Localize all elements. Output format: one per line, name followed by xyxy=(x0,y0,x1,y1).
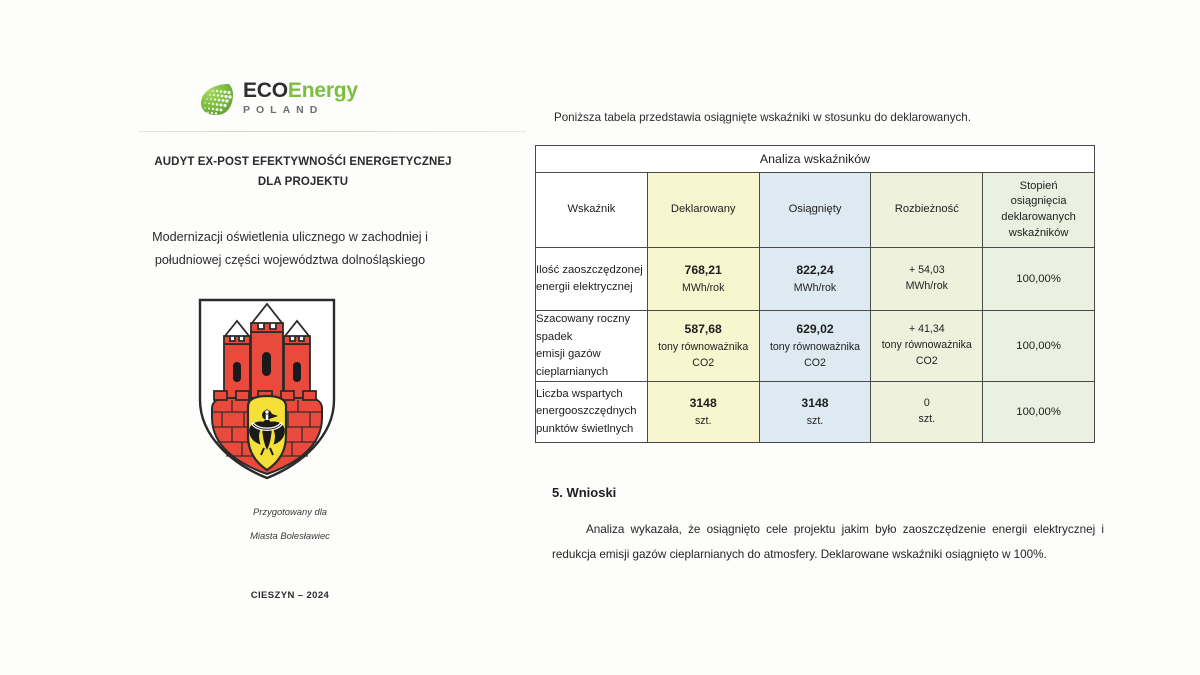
indicators-table xyxy=(535,145,1095,443)
row-3-indicator-name xyxy=(536,382,648,443)
row-1-difference xyxy=(871,248,983,311)
column-header-rozbieznosc: Rozbieżność xyxy=(871,173,983,248)
row-2-indicator-name xyxy=(536,311,648,382)
row-2-achieved-value: 629,02 xyxy=(796,321,834,336)
header-divider xyxy=(138,131,526,132)
row-2-declared-value: 587,68 xyxy=(684,321,722,336)
row-3-degree: 100,00% xyxy=(983,382,1095,443)
row-2-difference xyxy=(871,311,983,382)
row-2-name-line-2: emisji gazów xyxy=(536,348,601,360)
row-2-declared-unit-line-1: tony równoważnika xyxy=(658,341,749,354)
row-2-declared xyxy=(647,311,759,382)
row-1-name-line-1: Ilość zaoszczędzonej xyxy=(536,263,643,276)
row-1-declared xyxy=(647,248,759,311)
intro-paragraph: Poniższa tabela przedstawia osiągnięte wskaźniki w stosunku do deklarowanych. xyxy=(554,111,971,124)
row-3-name-line-2: energooszczędnych xyxy=(536,405,637,418)
row-3-name-line-1: Liczba wspartych xyxy=(536,387,623,400)
row-1-declared-value: 768,21 xyxy=(684,262,722,277)
document-subtitle-line-2: południowej części województwa dolnośląskiego xyxy=(154,253,426,268)
column-header-stopien-line-2: osiągnięcia xyxy=(1010,195,1067,208)
document-title-line-1: AUDYT EX-POST EFEKTYWNOŚĆI ENERGETYCZNEJ xyxy=(154,156,452,168)
table-row xyxy=(536,248,1095,311)
row-2-name-line-1: Szacowany roczny spadek xyxy=(536,313,631,343)
row-3-name-line-3: punktów świetlnych xyxy=(536,422,634,435)
row-1-name-line-2: energii elektrycznej xyxy=(536,281,633,293)
table-caption: Analiza wskaźników xyxy=(536,146,1095,173)
logo-poland-text: POLAND xyxy=(243,104,324,117)
row-1-declared-unit: MWh/rok xyxy=(682,282,725,295)
table-row xyxy=(536,382,1095,443)
column-header-stopien xyxy=(983,173,1095,248)
logo-energy-text: Energy xyxy=(287,79,358,103)
column-header-stopien-line-4: wskaźników xyxy=(1008,226,1069,239)
prepared-for-block xyxy=(140,500,440,547)
column-header-stopien-line-3: deklarowanych xyxy=(1001,211,1076,223)
column-header-osiagniety: Osiągnięty xyxy=(759,173,871,248)
document-title-line-2: DLA PROJEKTU xyxy=(257,176,349,189)
row-3-declared xyxy=(647,382,759,443)
city-year-footer: CIESZYN – 2024 xyxy=(250,590,330,601)
row-1-indicator-name xyxy=(536,248,648,311)
row-2-declared-unit-line-2: CO2 xyxy=(692,357,715,370)
prepared-for-entity: Miasta Bolesławiec xyxy=(250,529,330,541)
row-2-difference-unit-line-1: tony równoważnika xyxy=(881,339,972,352)
document-title xyxy=(138,152,468,192)
prepared-for-label: Przygotowany dla xyxy=(253,506,327,517)
row-3-achieved-unit: szt. xyxy=(806,415,824,428)
row-3-difference-unit: szt. xyxy=(918,413,936,425)
table-row xyxy=(536,311,1095,382)
row-3-declared-value: 3148 xyxy=(689,395,717,410)
row-2-difference-unit-line-2: CO2 xyxy=(915,354,938,367)
row-2-difference-value: + 41,34 xyxy=(908,323,945,336)
boleslawiec-coat-of-arms xyxy=(192,296,342,482)
row-2-achieved xyxy=(759,311,871,382)
row-2-achieved-unit-line-1: tony równoważnika xyxy=(769,341,861,354)
row-3-difference xyxy=(871,382,983,443)
document-subtitle-line-1: Modernizacji oświetlenia ulicznego w zachodniej i xyxy=(152,230,428,244)
row-1-degree: 100,00% xyxy=(983,248,1095,311)
row-2-achieved-unit-line-2: CO2 xyxy=(804,357,826,370)
column-header-wskaznik: Wskaźnik xyxy=(536,173,648,248)
cover-panel xyxy=(0,0,520,675)
row-1-difference-value: + 54,03 xyxy=(908,264,945,277)
row-2-name-line-3: cieplarnianych xyxy=(536,365,609,378)
green-leaf-halftone-icon xyxy=(196,78,236,118)
row-2-degree: 100,00% xyxy=(983,311,1095,382)
ecoenergy-poland-logo xyxy=(196,78,358,118)
table-header-row xyxy=(536,173,1095,248)
row-3-difference-value: 0 xyxy=(923,397,930,410)
document-subtitle xyxy=(130,226,450,273)
row-3-declared-unit: szt. xyxy=(694,415,712,428)
column-header-deklarowany: Deklarowany xyxy=(647,173,759,248)
logo-eco-text: ECO xyxy=(243,79,288,103)
row-3-achieved-value: 3148 xyxy=(801,395,829,410)
section-heading-wnioski: 5. Wnioski xyxy=(552,485,617,500)
column-header-stopien-line-1: Stopień xyxy=(1019,179,1058,192)
row-1-achieved-unit: MWh/rok xyxy=(793,282,837,295)
row-3-achieved xyxy=(759,382,871,443)
row-1-achieved xyxy=(759,248,871,311)
table-caption-row xyxy=(536,146,1095,173)
section-body-wnioski: Analiza wykazała, że osiągnięto cele projektu jakim było zaoszczędzenie energii elektrycznej i redukcja emisji gazów cieplarnianych do atmosfery. Deklarowane wskaźniki osiągnięto w 100%. xyxy=(552,523,1104,562)
row-1-achieved-value: 822,24 xyxy=(796,262,834,277)
content-panel xyxy=(520,0,1200,675)
row-1-difference-unit: MWh/rok xyxy=(905,280,948,292)
